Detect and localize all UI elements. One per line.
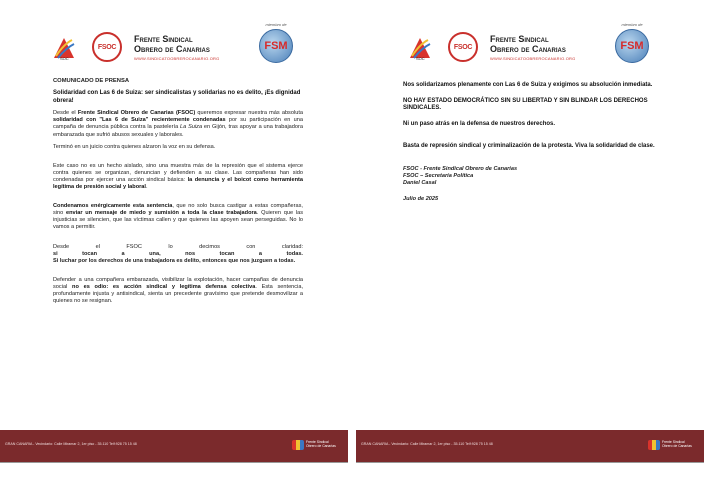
press-release-body-continued (403, 82, 658, 211)
fsm-member-label: miembro de (265, 22, 287, 27)
org-url: WWW.SINDICATOOBREROCANARIO.ORG (134, 56, 220, 61)
fsm-globe-icon: FSM (615, 29, 649, 63)
org-title: Frente Sindical Obrero de Canarias (490, 34, 566, 54)
fsoc-logo (448, 32, 598, 62)
paragraph-3: Este caso no es un hecho aislado, sino una muestra más de la represión que el sistema ejerce contra quienes se organizan, denuncian y defienden a su clase. Las compañeras han sido condenadas por ejercer una acción sindical básica: la denuncia y el boicot como herramienta legítima de presión social y laboral. (53, 162, 303, 191)
fsoc-badge-icon: FSOC (92, 32, 122, 62)
fsm-globe-icon: FSM (259, 29, 293, 63)
fsm-logo (256, 22, 296, 72)
rights-statement: Ni un paso atrás en la defensa de nuestros derechos. (403, 120, 556, 127)
page-footer (356, 430, 704, 462)
footer-address: GRAN CANARIA - Vecindario: Calle Miramar 2, 1er piso - 35.110 Telf:928 75 15 48 (361, 442, 493, 446)
footer-logo-icon: Frente Sindical Obrero de Canarias (292, 439, 340, 453)
solidarity-statement: Nos solidarizamos plenamente con Las 6 de Suiza y exigimos su absolución inmediata. (403, 82, 653, 88)
org-title: Frente Sindical Obrero de Canarias (134, 34, 210, 54)
footer-rule (0, 462, 348, 468)
fsoc-badge-icon: FSOC (448, 32, 478, 62)
letterhead (30, 22, 320, 72)
svg-text:SOC: SOC (416, 56, 425, 61)
page-1 (0, 0, 348, 500)
paragraph-1: Desde el Frente Sindical Obrero de Canarias (FSOC) queremos expresar nuestra más absoluta solidaridad con "Las 6 de Suiza" recientemente condenadas por su participación en una campaña de denuncia pública contra la pastelería La Suiza en Gijón, tras apoyar a una trabajadora embarazada que sufrió abusos sexuales y laborales. (53, 110, 303, 138)
fsm-member-label: miembro de (621, 22, 643, 27)
paragraph-2: Terminó en un juicio contra quienes alzaron la voz en su defensa. (53, 143, 216, 150)
svg-text:SOC: SOC (60, 56, 69, 61)
footer-address: GRAN CANARIA - Vecindario: Calle Miramar 2, 1er piso - 35.110 Telf:928 75 15 48 (5, 442, 137, 446)
paragraph-5: Desde el FSOC lo decimos con claridad: si tocan a una, nos tocan a todas. Si luchar por los derechos de una trabajadora es delito, entonces que nos juzguen a todas. (53, 243, 303, 264)
repression-statement: Basta de represión sindical y criminalización de la protesta. Viva la solidaridad de clase. (403, 143, 655, 150)
fsoc-logo (92, 32, 242, 62)
fsm-logo (612, 22, 652, 72)
press-release-body (53, 78, 303, 310)
letterhead (386, 22, 676, 72)
paragraph-4: Condenamos enérgicamente esta sentencia, que no solo busca castigar a estas compañeras, sino enviar un mensaje de miedo y sumisión a toda la clase trabajadora. Quieren que las injusticias se silencien, que las víctimas callen y que quienes las apoyen sean perseguidas. No lo vamos a permitir. (53, 203, 303, 231)
press-release-heading: COMUNICADO DE PRENSA (53, 78, 130, 84)
document-date: Julio de 2025 (403, 195, 439, 202)
press-release-headline: Solidaridad con Las 6 de Suiza: ser sindicalistas y solidarias no es delito, ¡Es dignidad obrera! (53, 90, 301, 104)
org-url: WWW.SINDICATOOBREROCANARIO.ORG (490, 56, 576, 61)
page-2 (356, 0, 704, 500)
footer-rule (356, 462, 704, 468)
signature-block: FSOC - Frente Sindical Obrero de Canarias FSOC – Secretaría Política Daniel Casal (403, 165, 518, 187)
paragraph-6: Defender a una compañera embarazada, visibilizar la explotación, hacer campañas de denuncia social no es odio: es acción sindical y legítima defensa colectiva. Esta sentencia, profundamente injusta y antisindical, sienta un precedente gravísimo que pretende desmovilizar a quienes no se resignan. (53, 276, 303, 305)
soc-logo-icon (406, 32, 434, 62)
soc-logo-icon (50, 32, 78, 62)
democracy-statement: NO HAY ESTADO DEMOCRÁTICO SIN SU LIBERTAD Y SIN BLINDAR LOS DERECHOS SINDICALES. (403, 97, 648, 112)
footer-logo-icon: Frente Sindical Obrero de Canarias (648, 439, 696, 453)
page-footer (0, 430, 348, 462)
